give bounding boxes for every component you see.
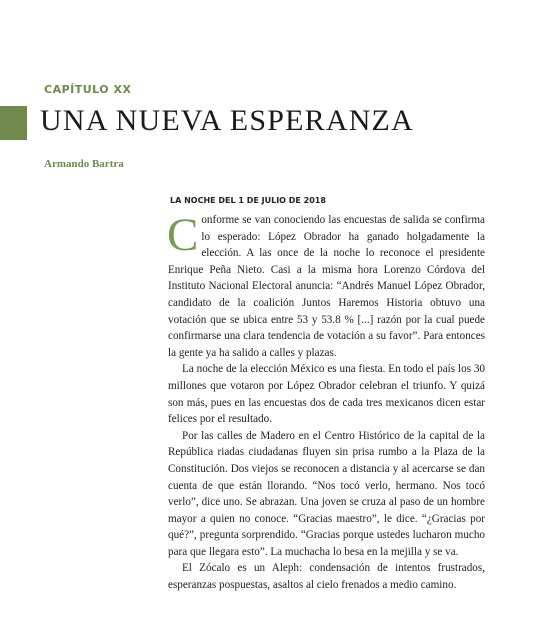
- paragraph-4: El Zócalo es un Aleph: condensación de intentos frustrados, esperanzas pospuestas, asaltos al cielo frenados a medio camino.: [168, 562, 485, 592]
- chapter-title: UNA NUEVA ESPERANZA: [40, 104, 414, 137]
- chapter-accent-bar: [0, 106, 27, 140]
- drop-cap: C: [167, 209, 199, 261]
- paragraph-3: Por las calles de Madero en el Centro Histórico de la capital de la República riadas ciudadanas fluyen sin prisa rumbo a la Plaza de la Constitución. Dos viejos se reconocen a distancia y al acercarse se dan cuenta de que están llorando. “Nos tocó verlo, hermano. Nos tocó verlo”, dice uno. Se abrazan. Una joven se cruza al paso de un hombre mayor a quien no conoce. “Gracias maestro”, le dice. “¿Gracias por qué?”, pregunta sorprendido. “Gracias porque ustedes lucharon mucho para que llegara esto”. La muchacha lo besa en la mejilla y se va.: [168, 429, 485, 558]
- paragraph-1-text: onforme se van conociendo las encuestas de salida se confirma lo esperado: López Obrador ha ganado holgadamente la elección. A las once de la noche lo reconoce el presidente Enrique Peña Nieto. Casi a la misma hora Lorenzo Córdova del Instituto Nacional Electoral anuncia: “Andrés Manuel López Obrador, candidato de la coalición Juntos Haremos Historia obtuvo una votación que se ubica entre 53 y 53.8 % [...] razón por la cual puede confirmarse una clara tendencia de votación a su favor”. Para entonces la gente ya ha salido a calles y plazas.: [168, 214, 485, 359]
- section-heading: LA NOCHE DEL 1 DE JULIO DE 2018: [170, 196, 326, 205]
- paragraph-1: [167, 209, 485, 361]
- chapter-label: CAPÍTULO XX: [44, 83, 132, 96]
- paragraph-2: La noche de la elección México es una fiesta. En todo el país los 30 millones que votaron por López Obrador celebran el triunfo. Y quizá son más, pues en las encuestas dos de cada tres mexicanos dicen estar felices por el resultado.: [168, 363, 485, 426]
- author-name: Armando Bartra: [44, 158, 124, 170]
- article-body: [167, 209, 485, 594]
